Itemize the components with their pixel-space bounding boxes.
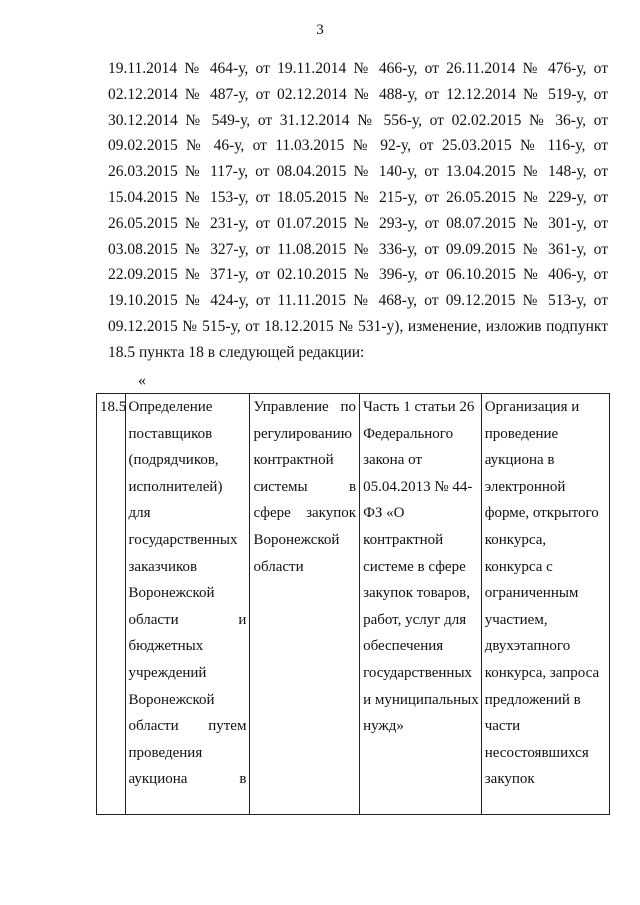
cell-line: форме, открытого bbox=[484, 505, 599, 522]
cell-line: предложений в bbox=[484, 691, 581, 708]
cell-line: ФЗ «О bbox=[363, 505, 405, 522]
cell-line: части bbox=[484, 718, 521, 735]
opening-quote: « bbox=[138, 372, 146, 389]
cell-line: сфере закупок bbox=[253, 505, 357, 522]
paragraph-line: 02.12.2014 № 487-у, от 02.12.2014 № 488-у, от 12.12.2014 № 519-у, от bbox=[108, 85, 608, 103]
cell-line: закупок товаров, bbox=[363, 585, 471, 602]
cell-line: аукциона в bbox=[128, 771, 247, 788]
cell-line: государственных bbox=[363, 664, 473, 681]
cell-line: государственных bbox=[128, 531, 238, 548]
paragraph-line: 19.11.2014 № 464-у, от 19.11.2014 № 466-у, от 26.11.2014 № 476-у, от bbox=[108, 60, 608, 77]
legal-basis-cell bbox=[360, 394, 482, 815]
cell-line: контрактной bbox=[253, 452, 334, 469]
paragraph-line: 18.5 пункта 18 в следующей редакции: bbox=[108, 343, 365, 361]
paragraph-line: 03.08.2015 № 327-у, от 11.08.2015 № 336-у, от 09.09.2015 № 361-у, от bbox=[108, 240, 608, 258]
cell-line: конкурса, запроса bbox=[484, 664, 600, 681]
paragraph-line: 26.03.2015 № 117-у, от 08.04.2015 № 140-у, от 13.04.2015 № 148-у, от bbox=[108, 163, 608, 181]
cell-line: конкурса с bbox=[484, 558, 553, 575]
cell-line: нужд» bbox=[363, 718, 404, 735]
responsible-body-cell bbox=[250, 394, 360, 815]
cell-line: Воронежской bbox=[253, 531, 340, 548]
cell-line: аукциона в bbox=[484, 452, 555, 469]
cell-line: Определение bbox=[128, 399, 213, 415]
function-cell bbox=[481, 394, 609, 815]
cell-line: 05.04.2013 № 44- bbox=[363, 478, 473, 495]
cell-line: обеспечения bbox=[363, 638, 444, 655]
paragraph-line: 22.09.2015 № 371-у, от 02.10.2015 № 396-у, от 06.10.2015 № 406-у, от bbox=[108, 266, 608, 284]
cell-line: системе в сфере bbox=[363, 558, 466, 575]
item-number-cell bbox=[97, 394, 126, 815]
paragraph-line: 09.02.2015 № 46-у, от 11.03.2015 № 92-у, от 25.03.2015 № 116-у, от bbox=[108, 137, 608, 155]
cell-line: и муниципальных bbox=[363, 691, 479, 708]
cell-line: для bbox=[128, 505, 151, 522]
cell-line: работ, услуг для bbox=[363, 611, 467, 628]
cell-line: конкурса, bbox=[484, 531, 547, 548]
cell-line: Федерального bbox=[363, 425, 454, 442]
cell-line: ограниченным bbox=[484, 585, 579, 602]
cell-line: области и bbox=[128, 611, 247, 628]
paragraph-line: 15.04.2015 № 153-у, от 18.05.2015 № 215-у, от 26.05.2015 № 229-у, от bbox=[108, 188, 608, 206]
cell-line: заказчиков bbox=[128, 558, 198, 575]
cell-line: регулированию bbox=[253, 425, 352, 442]
cell-line: Воронежской bbox=[128, 585, 215, 602]
cell-line: учреждений bbox=[128, 664, 207, 681]
paragraph-line: 30.12.2014 № 549-у, от 31.12.2014 № 556-у, от 02.02.2015 № 36-у, от bbox=[108, 111, 608, 129]
cell-line: области bbox=[253, 558, 304, 575]
amendment-table bbox=[96, 393, 610, 815]
cell-line: бюджетных bbox=[128, 638, 204, 655]
paragraph-line: 26.05.2015 № 231-у, от 01.07.2015 № 293-у, от 08.07.2015 № 301-у, от bbox=[108, 214, 608, 232]
cell-line: исполнителей) bbox=[128, 478, 223, 495]
cell-line: участием, bbox=[484, 611, 548, 628]
cell-line: (подрядчиков, bbox=[128, 452, 219, 469]
amendment-paragraph bbox=[108, 56, 608, 366]
cell-line: закона от bbox=[363, 452, 422, 469]
cell-line: системы в bbox=[253, 478, 357, 495]
cell-line: Воронежской bbox=[128, 691, 215, 708]
cell-line: проведение bbox=[484, 425, 559, 442]
cell-line: поставщиков bbox=[128, 425, 213, 442]
cell-line: Управление по bbox=[253, 399, 357, 415]
cell-line: двухэтапного bbox=[484, 638, 571, 655]
table-row bbox=[97, 394, 610, 815]
cell-line: несостоявшихся bbox=[484, 744, 589, 761]
cell-line: области путем bbox=[128, 718, 247, 735]
cell-line: электронной bbox=[484, 478, 566, 495]
cell-line: закупок bbox=[484, 771, 535, 788]
description-cell bbox=[125, 394, 250, 815]
paragraph-line: 09.12.2015 № 515-у, от 18.12.2015 № 531-у), изменение, изложив подпункт bbox=[108, 317, 608, 335]
cell-line: контрактной bbox=[363, 531, 444, 548]
cell-line: Часть 1 статьи 26 bbox=[363, 399, 475, 415]
cell-line: проведения bbox=[128, 744, 203, 761]
paragraph-line: 19.10.2015 № 424-у, от 11.11.2015 № 468-у, от 09.12.2015 № 513-у, от bbox=[108, 292, 608, 310]
cell-line: Организация и bbox=[484, 399, 580, 415]
item-number: 18.5 bbox=[100, 399, 127, 415]
page-number: 3 bbox=[316, 22, 324, 38]
